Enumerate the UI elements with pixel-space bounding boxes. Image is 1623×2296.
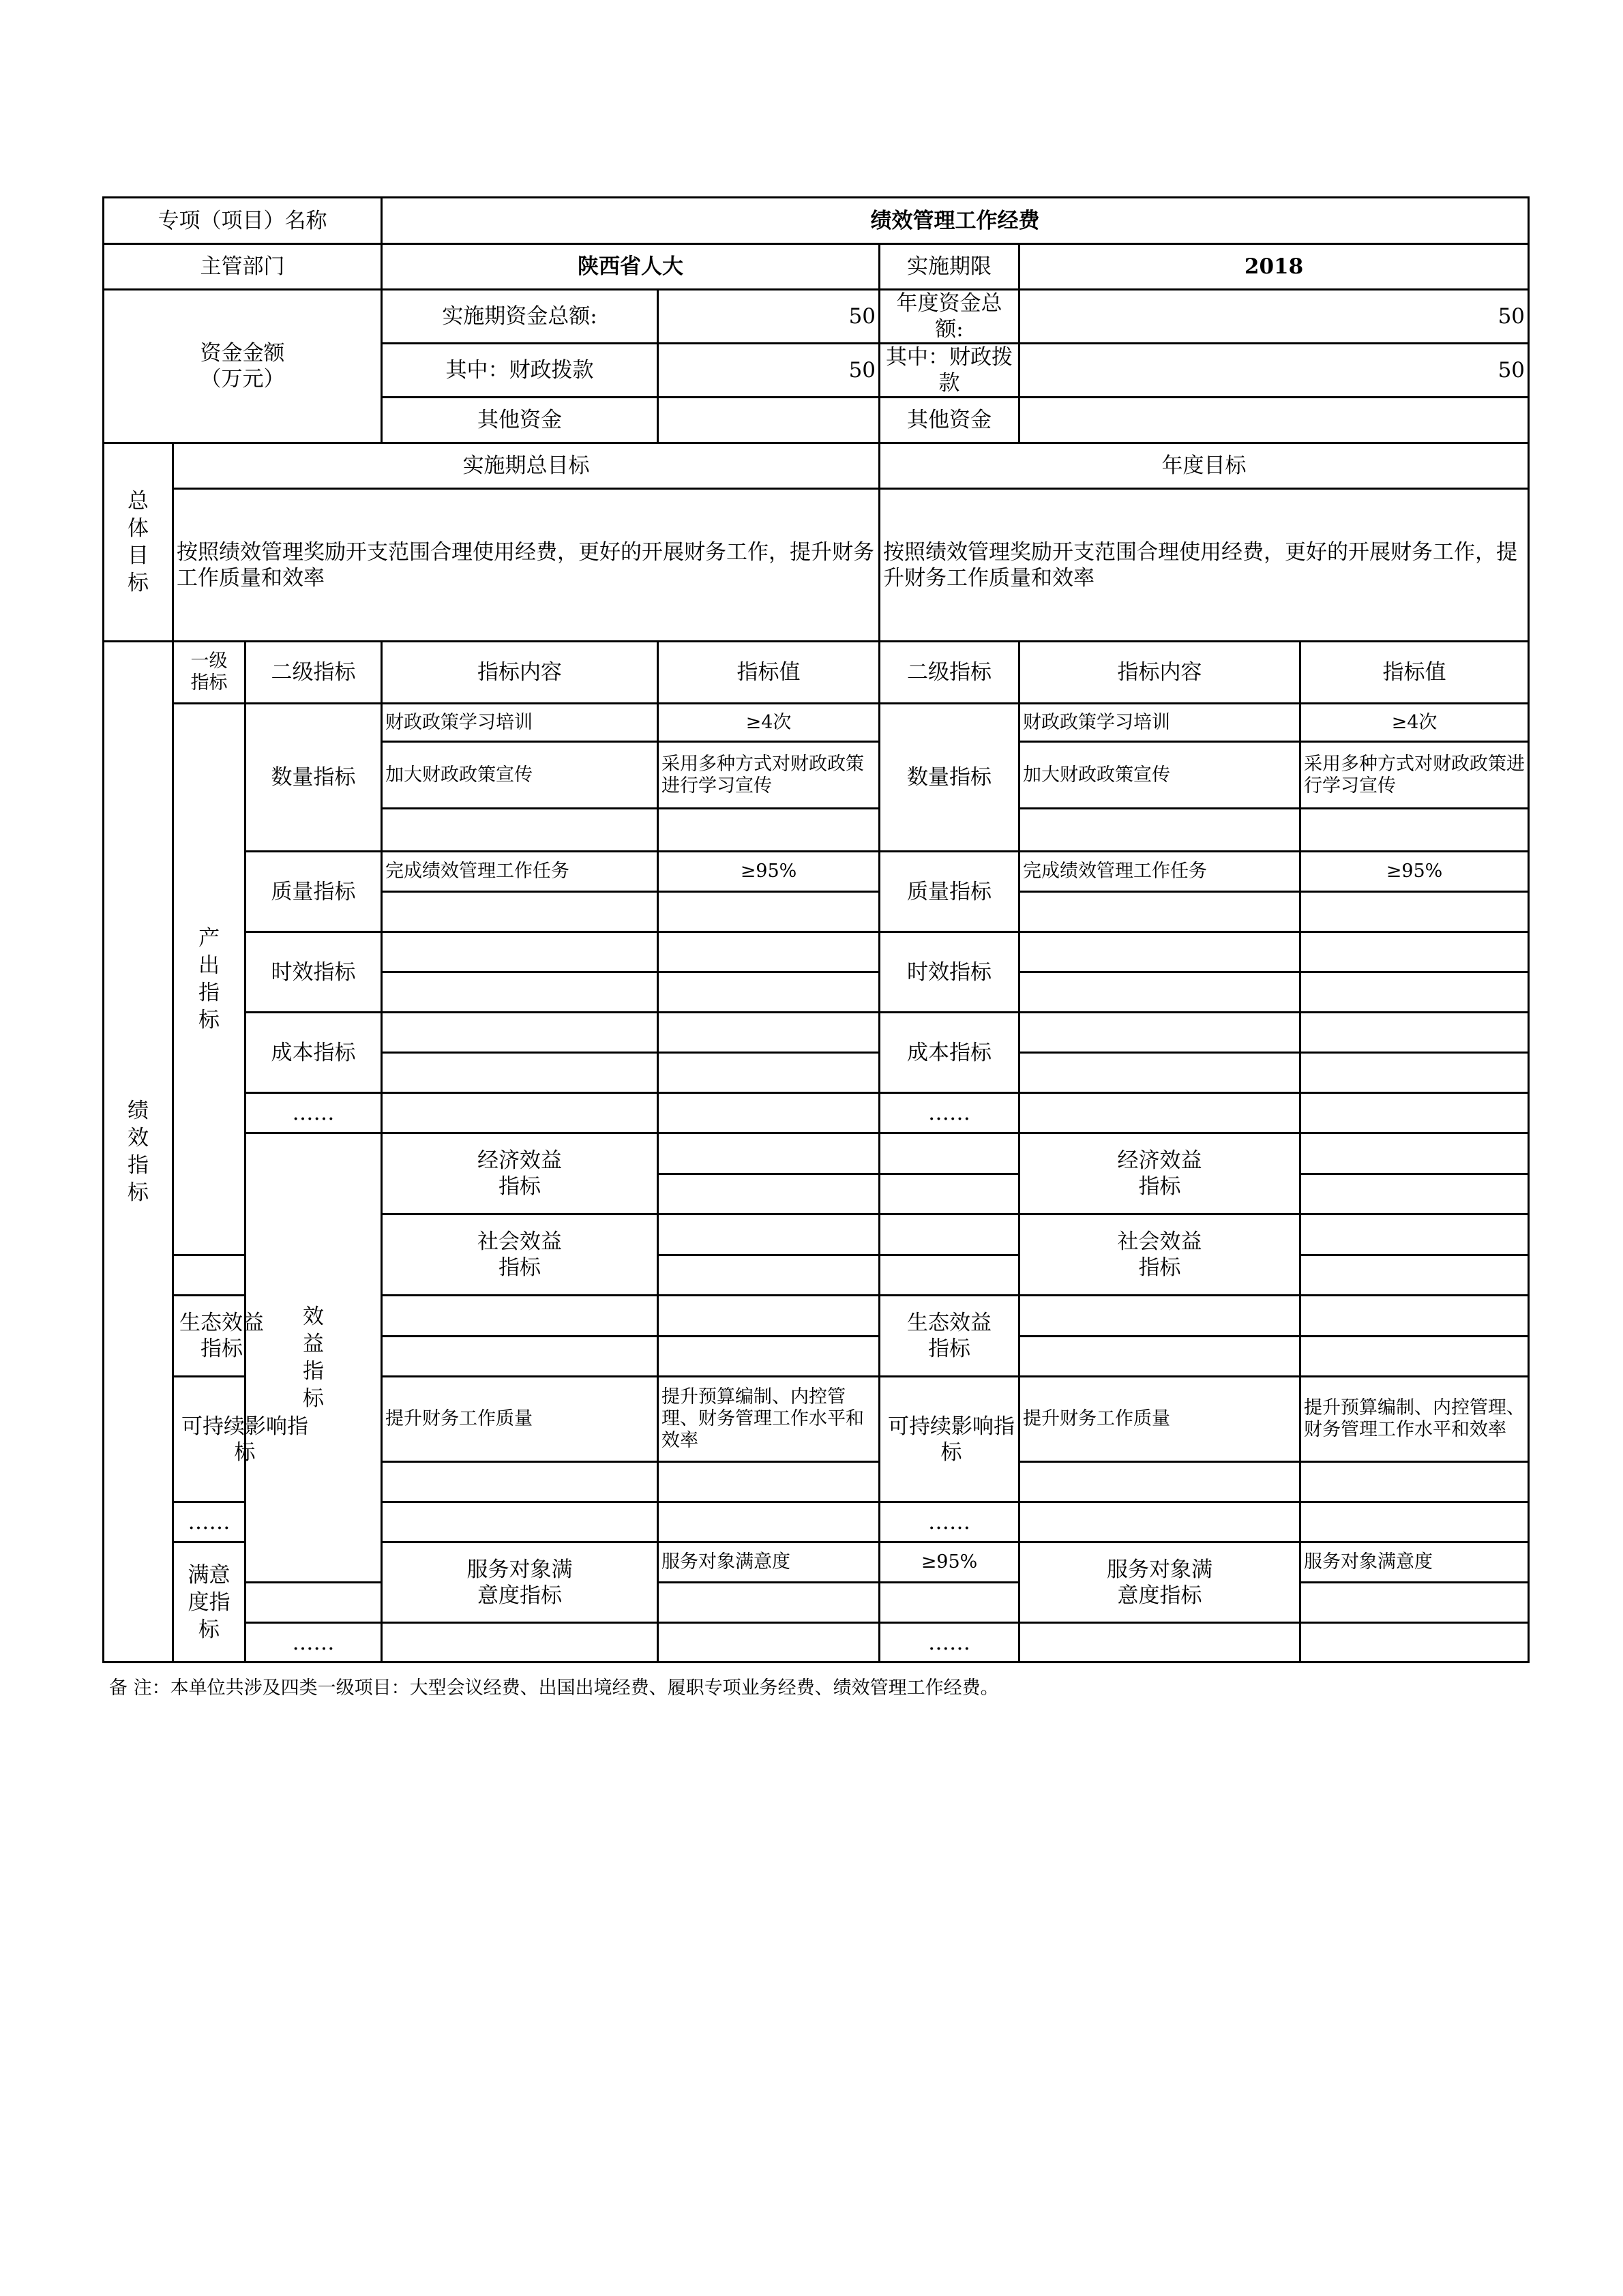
be-value-right — [1300, 1502, 1529, 1542]
satisfaction-label-text: 满意度指标 — [188, 1562, 230, 1642]
quantity-right: 数量指标 — [880, 704, 1019, 852]
sv2-content-right — [880, 1583, 1019, 1623]
qa1-value-right: ≥95% — [1300, 852, 1529, 892]
fiscal-annual-value: 50 — [1019, 344, 1529, 398]
q2-content-left: 加大财政政策宣传 — [382, 742, 658, 809]
c1-value-right — [1300, 1013, 1529, 1053]
social-right — [1019, 1214, 1300, 1296]
qa2-value-left — [658, 892, 880, 932]
s2-value-right — [1300, 1462, 1529, 1502]
c1-content-left — [382, 1013, 658, 1053]
s2-content-left — [382, 1462, 658, 1502]
sv2-content-left — [245, 1583, 382, 1623]
period-value: 2018 — [1019, 244, 1529, 290]
ecological-right — [880, 1296, 1019, 1377]
economic-right-text: 经济效益指标 — [1117, 1148, 1202, 1199]
e2-content-right — [1300, 1174, 1529, 1214]
q3-content-left — [382, 809, 658, 852]
c2-value-left — [658, 1053, 880, 1093]
fiscal-annual-label: 其中：财政拨款 — [880, 344, 1019, 398]
c1-value-left — [658, 1013, 880, 1053]
quantity-left: 数量指标 — [245, 704, 382, 852]
sustainable-right-text: 可持续影响指标 — [888, 1414, 1015, 1465]
so1-content-right — [1300, 1214, 1529, 1255]
sustainable-left — [173, 1377, 308, 1502]
satisfaction-ellipsis-left: …… — [245, 1623, 382, 1663]
project-name-value: 绩效管理工作经费 — [382, 198, 1529, 244]
h-content-left: 指标内容 — [382, 642, 658, 704]
s1-value-left: 提升预算编制、内控管理、财务管理工作水平和效率 — [658, 1377, 880, 1462]
q1-value-right: ≥4次 — [1300, 704, 1529, 742]
t1-value-right — [1300, 932, 1529, 972]
q3-value-right — [1300, 809, 1529, 852]
t1-content-right — [1019, 932, 1300, 972]
be-content-left — [382, 1502, 658, 1542]
s1-content-left: 提升财务工作质量 — [382, 1377, 658, 1462]
ec1-value-right — [1300, 1296, 1529, 1337]
qa2-value-right — [1300, 892, 1529, 932]
oe-content-left — [382, 1093, 658, 1133]
so1-content-left — [658, 1214, 880, 1255]
sv2-value-left — [658, 1583, 880, 1623]
other-impl-label: 其他资金 — [382, 398, 658, 443]
sv1-value-left: ≥95% — [880, 1542, 1019, 1583]
economic-left — [382, 1133, 658, 1214]
quality-left: 质量指标 — [245, 852, 382, 932]
se-value-left — [658, 1623, 880, 1663]
perf-label-text: 绩效指标 — [128, 1099, 149, 1205]
service-right — [1019, 1542, 1300, 1623]
cost-right: 成本指标 — [880, 1013, 1019, 1093]
q3-value-left — [658, 809, 880, 852]
qa1-value-left: ≥95% — [658, 852, 880, 892]
goals-label — [104, 443, 173, 642]
ec2-content-right — [1019, 1337, 1300, 1377]
h-level2-right: 二级指标 — [880, 642, 1019, 704]
goals-impl-header: 实施期总目标 — [173, 443, 880, 489]
t1-value-left — [658, 932, 880, 972]
cost-left: 成本指标 — [245, 1013, 382, 1093]
other-impl-value — [658, 398, 880, 443]
qa1-content-right: 完成绩效管理工作任务 — [1019, 852, 1300, 892]
c2-content-right — [1019, 1053, 1300, 1093]
e2-content-left — [658, 1174, 880, 1214]
q2-value-left: 采用多种方式对财政政策进行学习宣传 — [658, 742, 880, 809]
q3-content-right — [1019, 809, 1300, 852]
goals-label-text: 总体目标 — [128, 489, 149, 595]
dept-label: 主管部门 — [104, 244, 382, 290]
e1-value-left — [880, 1133, 1019, 1174]
benefit-label-text: 效益指标 — [303, 1304, 324, 1411]
t2-content-right — [1019, 972, 1300, 1013]
output-label-text: 产出指标 — [198, 926, 220, 1032]
project-name-label: 专项（项目）名称 — [104, 198, 382, 244]
annual-total-label: 年度资金总额: — [880, 290, 1019, 344]
service-right-text: 服务对象满意度指标 — [1107, 1557, 1213, 1608]
be-content-right — [1019, 1502, 1300, 1542]
satisfaction-ellipsis-right: …… — [880, 1623, 1019, 1663]
output-label — [173, 704, 245, 1255]
sustainable-left-text: 可持续影响指标 — [181, 1414, 308, 1465]
t1-content-left — [382, 932, 658, 972]
ec2-value-left — [658, 1337, 880, 1377]
e2-value-left — [880, 1174, 1019, 1214]
timeliness-left: 时效指标 — [245, 932, 382, 1013]
benefit-ellipsis-left: …… — [173, 1502, 245, 1542]
footnote: 备 注：本单位共涉及四类一级项目：大型会议经费、出国出境经费、履职专项业务经费、绩效管理工作经费。 — [109, 1678, 999, 1699]
e1-content-left — [658, 1133, 880, 1174]
ec1-content-right — [1019, 1296, 1300, 1337]
qa2-content-left — [382, 892, 658, 932]
funds-label-line2: （万元） — [200, 367, 285, 391]
s1-value-right: 提升预算编制、内控管理、财务管理工作水平和效率 — [1300, 1377, 1529, 1462]
t2-value-left — [658, 972, 880, 1013]
se-value-right — [1300, 1623, 1529, 1663]
s2-content-right — [1019, 1462, 1300, 1502]
qa1-content-left: 完成绩效管理工作任务 — [382, 852, 658, 892]
ec1-content-left — [382, 1296, 658, 1337]
so2-value-left — [658, 1255, 880, 1296]
c2-content-left — [382, 1053, 658, 1093]
c2-value-right — [1300, 1053, 1529, 1093]
so2-value-right — [1300, 1255, 1529, 1296]
sv1-content-right: 服务对象满意度 — [1300, 1542, 1529, 1583]
social-left-text: 社会效益指标 — [477, 1229, 563, 1280]
sv1-content-left: 服务对象满意度 — [658, 1542, 880, 1583]
t2-content-left — [382, 972, 658, 1013]
h-level2-left: 二级指标 — [245, 642, 382, 704]
annual-total-value: 50 — [1019, 290, 1529, 344]
q1-content-left: 财政政策学习培训 — [382, 704, 658, 742]
ecological-left — [173, 1296, 264, 1377]
h-value-right: 指标值 — [1300, 642, 1529, 704]
output-ellipsis-right: …… — [880, 1093, 1019, 1133]
dept-value: 陕西省人大 — [382, 244, 880, 290]
fiscal-impl-label: 其中：财政拨款 — [382, 344, 658, 398]
service-left — [382, 1542, 658, 1623]
se-content-left — [382, 1623, 658, 1663]
s2-value-left — [658, 1462, 880, 1502]
h-value-left: 指标值 — [658, 642, 880, 704]
service-left-text: 服务对象满意度指标 — [466, 1557, 573, 1608]
q2-value-right: 采用多种方式对财政政策进行学习宣传 — [1300, 742, 1529, 809]
output-ellipsis-left: …… — [245, 1093, 382, 1133]
perf-label — [104, 642, 173, 1663]
h-level1 — [173, 642, 245, 704]
e1-content-right — [1300, 1133, 1529, 1174]
goals-annual-text: 按照绩效管理奖励开支范围合理使用经费，更好的开展财务工作，提升财务工作质量和效率 — [880, 489, 1529, 642]
funds-label — [104, 290, 382, 443]
economic-left-text: 经济效益指标 — [477, 1148, 563, 1199]
ec1-value-left — [658, 1296, 880, 1337]
other-annual-value — [1019, 398, 1529, 443]
h-content-right: 指标内容 — [1019, 642, 1300, 704]
oe-value-left — [658, 1093, 880, 1133]
h-level1-text: 一级指标 — [190, 651, 228, 694]
oe-value-right — [1300, 1093, 1529, 1133]
satisfaction-label — [173, 1542, 245, 1663]
benefit-ellipsis-right: …… — [880, 1502, 1019, 1542]
goals-impl-text: 按照绩效管理奖励开支范围合理使用经费，更好的开展财务工作，提升财务工作质量和效率 — [173, 489, 880, 642]
ec2-content-left — [382, 1337, 658, 1377]
oe-content-right — [1019, 1093, 1300, 1133]
se-content-right — [1019, 1623, 1300, 1663]
goals-annual-header: 年度目标 — [880, 443, 1529, 489]
economic-right — [1019, 1133, 1300, 1214]
other-annual-label: 其他资金 — [880, 398, 1019, 443]
q1-content-right: 财政政策学习培训 — [1019, 704, 1300, 742]
sustainable-right — [880, 1377, 1019, 1502]
sv2-value-right — [1300, 1583, 1529, 1623]
ecological-left-text: 生态效益指标 — [179, 1311, 264, 1361]
total-impl-value: 50 — [658, 290, 880, 344]
quality-right: 质量指标 — [880, 852, 1019, 932]
ecological-right-text: 生态效益指标 — [907, 1311, 992, 1361]
period-label: 实施期限 — [880, 244, 1019, 290]
so1-value-left — [880, 1214, 1019, 1255]
social-right-text: 社会效益指标 — [1117, 1229, 1202, 1280]
so2-content-left — [173, 1255, 245, 1296]
social-left — [382, 1214, 658, 1296]
ec2-value-right — [1300, 1337, 1529, 1377]
s1-content-right: 提升财务工作质量 — [1019, 1377, 1300, 1462]
q2-content-right: 加大财政政策宣传 — [1019, 742, 1300, 809]
so2-content-right — [880, 1255, 1019, 1296]
fiscal-impl-value: 50 — [658, 344, 880, 398]
q1-value-left: ≥4次 — [658, 704, 880, 742]
t2-value-right — [1300, 972, 1529, 1013]
total-impl-label: 实施期资金总额: — [382, 290, 658, 344]
be-value-left — [658, 1502, 880, 1542]
c1-content-right — [1019, 1013, 1300, 1053]
funds-label-line1: 资金金额 — [200, 341, 285, 366]
performance-target-table — [102, 196, 1530, 1663]
qa2-content-right — [1019, 892, 1300, 932]
timeliness-right: 时效指标 — [880, 932, 1019, 1013]
